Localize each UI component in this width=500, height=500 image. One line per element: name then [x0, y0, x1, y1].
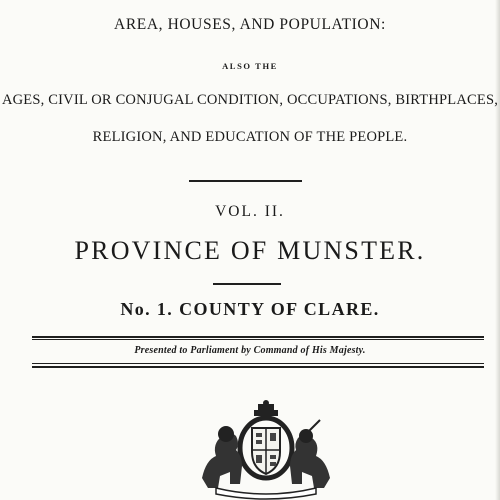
heading-area-houses-population: AREA, HOUSES, AND POPULATION: — [114, 16, 386, 33]
heading-religion-education: RELIGION, AND EDUCATION OF THE PEOPLE. — [92, 129, 408, 145]
volume-number: VOL. II. — [215, 203, 285, 220]
province-title: PROVINCE OF MUNSTER. — [74, 236, 426, 265]
divider-short-top — [189, 180, 302, 182]
heading-ages-occupations: AGES, CIVIL OR CONJUGAL CONDITION, OCCUPATIONS, BIRTHPLACES, — [1, 92, 499, 108]
divider-long-lower-2 — [32, 366, 484, 368]
divider-long-lower-1 — [32, 363, 484, 364]
divider-short-middle — [213, 283, 281, 285]
royal-coat-of-arms-icon — [196, 400, 336, 500]
divider-long-upper-1 — [32, 336, 484, 338]
heading-also-the: ALSO THE — [222, 61, 278, 71]
presented-to-parliament: Presented to Parliament by Command of His Majesty. — [134, 345, 366, 356]
county-title: No. 1. COUNTY OF CLARE. — [120, 299, 380, 319]
divider-long-upper-2 — [32, 339, 484, 340]
